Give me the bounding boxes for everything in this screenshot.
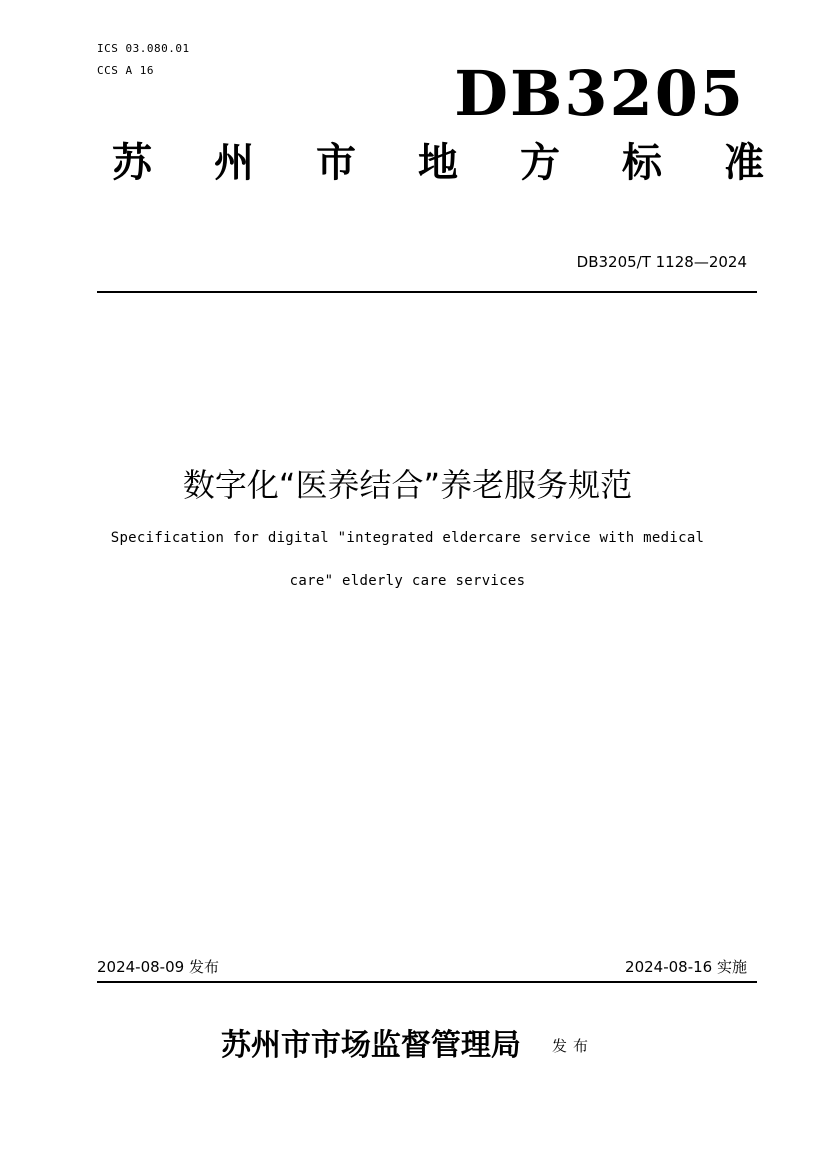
english-title-line-1: Specification for digital "integrated eldercare service with medical: [110, 530, 705, 546]
issue-date: 2024-08-09 发布: [97, 958, 219, 976]
implementation-date: 2024-08-16 实施: [625, 958, 747, 976]
standard-type-char: 标: [622, 139, 662, 186]
ics-code: ICS 03.080.01: [97, 42, 190, 55]
standard-type-char: 方: [520, 139, 560, 186]
standard-type-char: 准: [724, 139, 764, 186]
standard-type-char: 市: [316, 139, 356, 186]
chinese-title: 数字化“医养结合”养老服务规范: [182, 466, 633, 504]
standard-number: DB3205/T 1128—2024: [576, 253, 747, 271]
issuer-action: 发布: [552, 1037, 595, 1055]
standard-type-heading: [112, 138, 764, 188]
issuer-name: 苏州市市场监督管理局: [220, 1028, 521, 1063]
standard-type-char: 地: [418, 139, 458, 186]
ccs-code: CCS A 16: [97, 64, 154, 77]
bottom-divider: [97, 981, 757, 983]
english-title-line-2: care" elderly care services: [289, 573, 526, 589]
standard-logo: DB3205: [454, 57, 745, 130]
top-divider: [97, 291, 757, 293]
standard-type-char: 州: [214, 139, 254, 186]
issuer-block: [0, 1026, 815, 1066]
standard-type-char: 苏: [112, 139, 152, 186]
